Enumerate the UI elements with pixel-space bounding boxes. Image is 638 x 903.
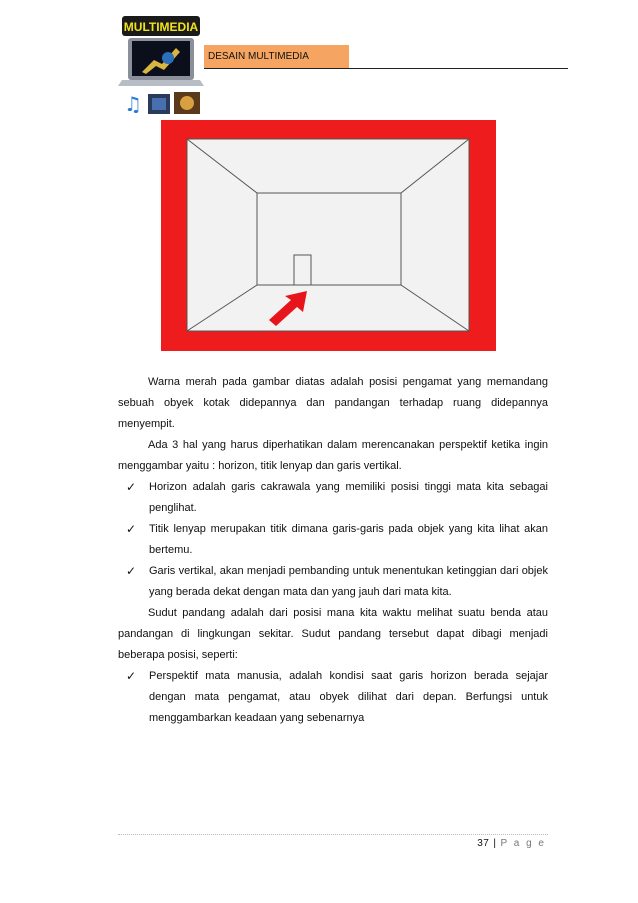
- svg-text:♫: ♫: [124, 92, 142, 116]
- header-rule: [204, 68, 568, 69]
- logo-text: MULTIMEDIA: [123, 20, 199, 34]
- list-item-text: Horizon adalah garis cakrawala yang memiliki posisi tinggi mata kita sebagai penglihat.: [149, 481, 548, 514]
- checklist-2: [118, 666, 548, 729]
- checklist-1: [118, 477, 548, 603]
- page-label: P a g e: [500, 838, 546, 849]
- checkmark-icon: ✓: [125, 522, 137, 536]
- checkmark-icon: ✓: [125, 669, 137, 683]
- perspective-room-illustration: [161, 120, 496, 351]
- list-item-text: Titik lenyap merupakan titik dimana garis-garis pada objek yang kita lihat akan bertemu.: [149, 523, 548, 556]
- page-footer: [477, 838, 546, 849]
- footer-rule: [118, 834, 548, 835]
- perspective-room-figure: [161, 120, 496, 351]
- object-box: [294, 255, 311, 285]
- body-text: [118, 372, 548, 729]
- list-item-text: Perspektif mata manusia, adalah kondisi saat garis horizon berada sejajar dengan mata pengamat, atau obyek dilihat dari depan. Berfungsi untuk menggambarkan keadaan yang sebenarnya: [149, 670, 548, 724]
- multimedia-logo-image: [118, 14, 204, 118]
- list-item: [118, 561, 548, 603]
- list-item: [118, 519, 548, 561]
- paragraph-1: Warna merah pada gambar diatas adalah posisi pengamat yang memandang sebuah obyek kotak didepannya dan pandangan terhadap ruang didepannya menyempit.: [118, 376, 548, 430]
- paragraph-3: Sudut pandang adalah dari posisi mana kita waktu melihat suatu benda atau pandangan di lingkungan sekitar. Sudut pandang tersebut dapat dibagi menjadi beberapa posisi, seperti:: [118, 607, 548, 661]
- list-item: [118, 666, 548, 729]
- checkmark-icon: ✓: [125, 480, 137, 494]
- checkmark-icon: ✓: [125, 564, 137, 578]
- header-tab: DESAIN MULTIMEDIA: [204, 45, 349, 68]
- multimedia-logo: [118, 14, 204, 118]
- list-item: [118, 477, 548, 519]
- paragraph-2: Ada 3 hal yang harus diperhatikan dalam merencanakan perspektif ketika ingin menggambar yaitu : horizon, titik lenyap dan garis vertikal.: [118, 439, 548, 472]
- footer-separator: |: [493, 838, 497, 849]
- list-item-text: Garis vertikal, akan menjadi pembanding untuk menentukan ketinggian dari objek yang berada dekat dengan mata dan yang jauh dari mata kita.: [149, 565, 548, 598]
- page-number: 37: [477, 838, 490, 849]
